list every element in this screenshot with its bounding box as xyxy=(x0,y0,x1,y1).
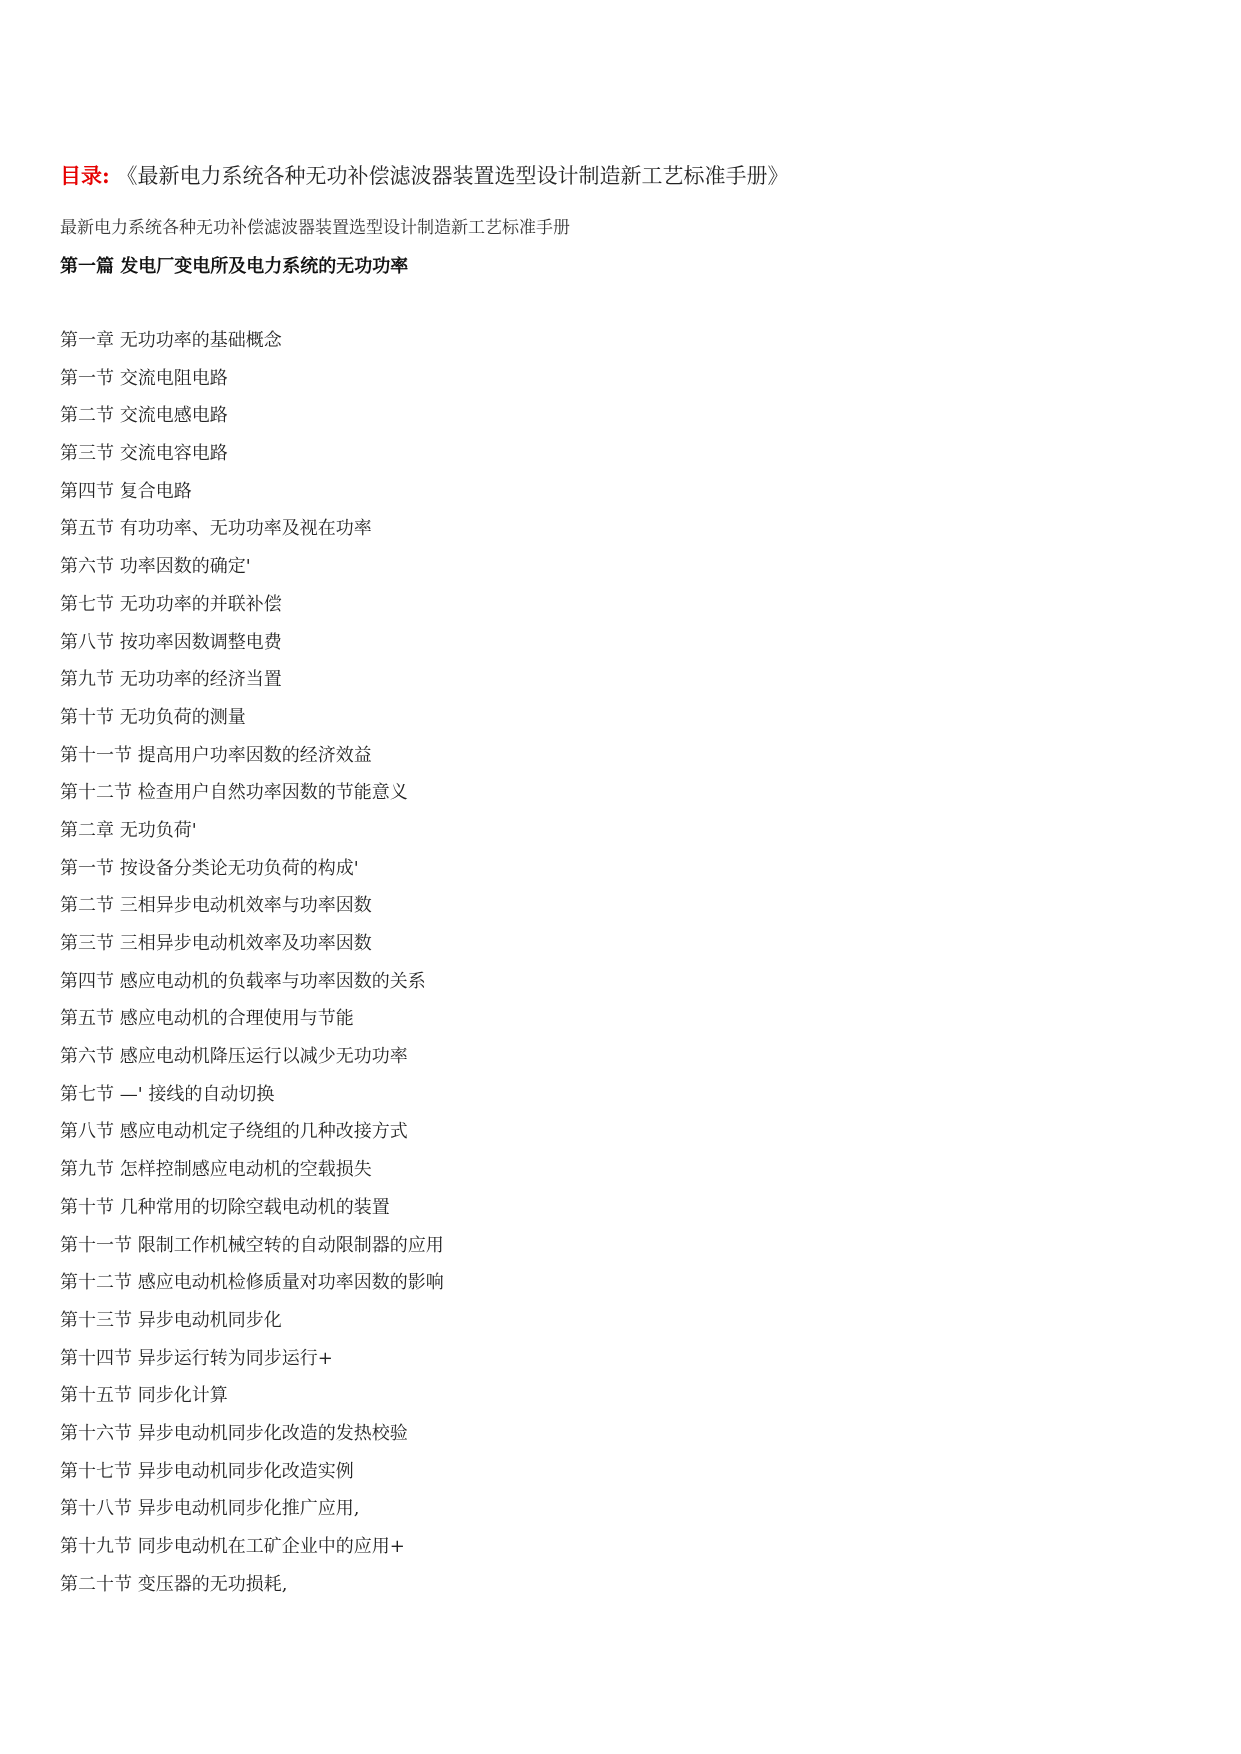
toc-item: 第一节 交流电阻电路 xyxy=(60,367,228,389)
table-of-contents xyxy=(60,322,444,1603)
toc-item: 第十二节 感应电动机检修质量对功率因数的影响 xyxy=(60,1272,444,1294)
toc-item: 第六节 功率因数的确定' xyxy=(60,556,251,578)
toc-item: 第四节 复合电路 xyxy=(60,480,192,502)
document-subtitle: 最新电力系统各种无功补偿滤波器装置选型设计制造新工艺标准手册 xyxy=(60,218,570,238)
toc-item: 第三节 三相异步电动机效率及功率因数 xyxy=(60,933,372,954)
toc-item: 第十九节 同步电动机在工矿企业中的应用+ xyxy=(60,1536,405,1557)
toc-item: 第十四节 异步运行转为同步运行+ xyxy=(60,1347,333,1369)
toc-item: 第八节 感应电动机定子绕组的几种改接方式 xyxy=(60,1121,408,1143)
part-heading: 第一篇 发电厂变电所及电力系统的无功功率 xyxy=(60,256,409,277)
toc-item: 第九节 怎样控制感应电动机的空载损失 xyxy=(60,1159,372,1181)
toc-item: 第十六节 异步电动机同步化改造的发热校验 xyxy=(60,1422,408,1444)
toc-item: 第八节 按功率因数调整电费 xyxy=(60,631,282,653)
title-label: 目录: xyxy=(60,163,110,188)
toc-item: 第六节 感应电动机降压运行以减少无功功率 xyxy=(60,1046,408,1068)
toc-item: 第一节 按设备分类论无功负荷的构成' xyxy=(60,857,359,879)
toc-item: 第二节 交流电感电路 xyxy=(60,405,228,427)
toc-item: 第七节 无功功率的并联补偿 xyxy=(60,593,282,615)
toc-item: 第五节 感应电动机的合理使用与节能 xyxy=(60,1008,354,1030)
toc-item: 第二节 三相异步电动机效率与功率因数 xyxy=(60,895,372,917)
toc-item: 第十二节 检查用户自然功率因数的节能意义 xyxy=(60,782,408,804)
toc-item: 第三节 交流电容电路 xyxy=(60,443,228,465)
toc-item: 第五节 有功功率、无功功率及视在功率 xyxy=(60,518,372,540)
toc-item: 第二十节 变压器的无功损耗, xyxy=(60,1573,288,1595)
toc-item: 第十七节 异步电动机同步化改造实例 xyxy=(60,1460,354,1482)
toc-item: 第七节 —' 接线的自动切换 xyxy=(60,1083,275,1105)
toc-item: 第十节 几种常用的切除空载电动机的装置 xyxy=(60,1196,390,1218)
document-title xyxy=(60,160,788,190)
toc-item: 第四节 感应电动机的负载率与功率因数的关系 xyxy=(60,970,426,992)
toc-item: 第十三节 异步电动机同步化 xyxy=(60,1309,282,1331)
toc-item: 第二章 无功负荷' xyxy=(60,819,197,841)
toc-item: 第九节 无功功率的经济当置 xyxy=(60,669,282,691)
title-text: 《最新电力系统各种无功补偿滤波器装置选型设计制造新工艺标准手册》 xyxy=(116,164,789,188)
toc-item: 第十节 无功负荷的测量 xyxy=(60,706,246,728)
toc-item: 第十一节 提高用户功率因数的经济效益 xyxy=(60,744,372,766)
toc-item: 第一章 无功功率的基础概念 xyxy=(60,330,282,351)
toc-item: 第十一节 限制工作机械空转的自动限制器的应用 xyxy=(60,1234,444,1256)
toc-item: 第十五节 同步化计算 xyxy=(60,1385,228,1407)
toc-item: 第十八节 异步电动机同步化推广应用, xyxy=(60,1498,360,1520)
